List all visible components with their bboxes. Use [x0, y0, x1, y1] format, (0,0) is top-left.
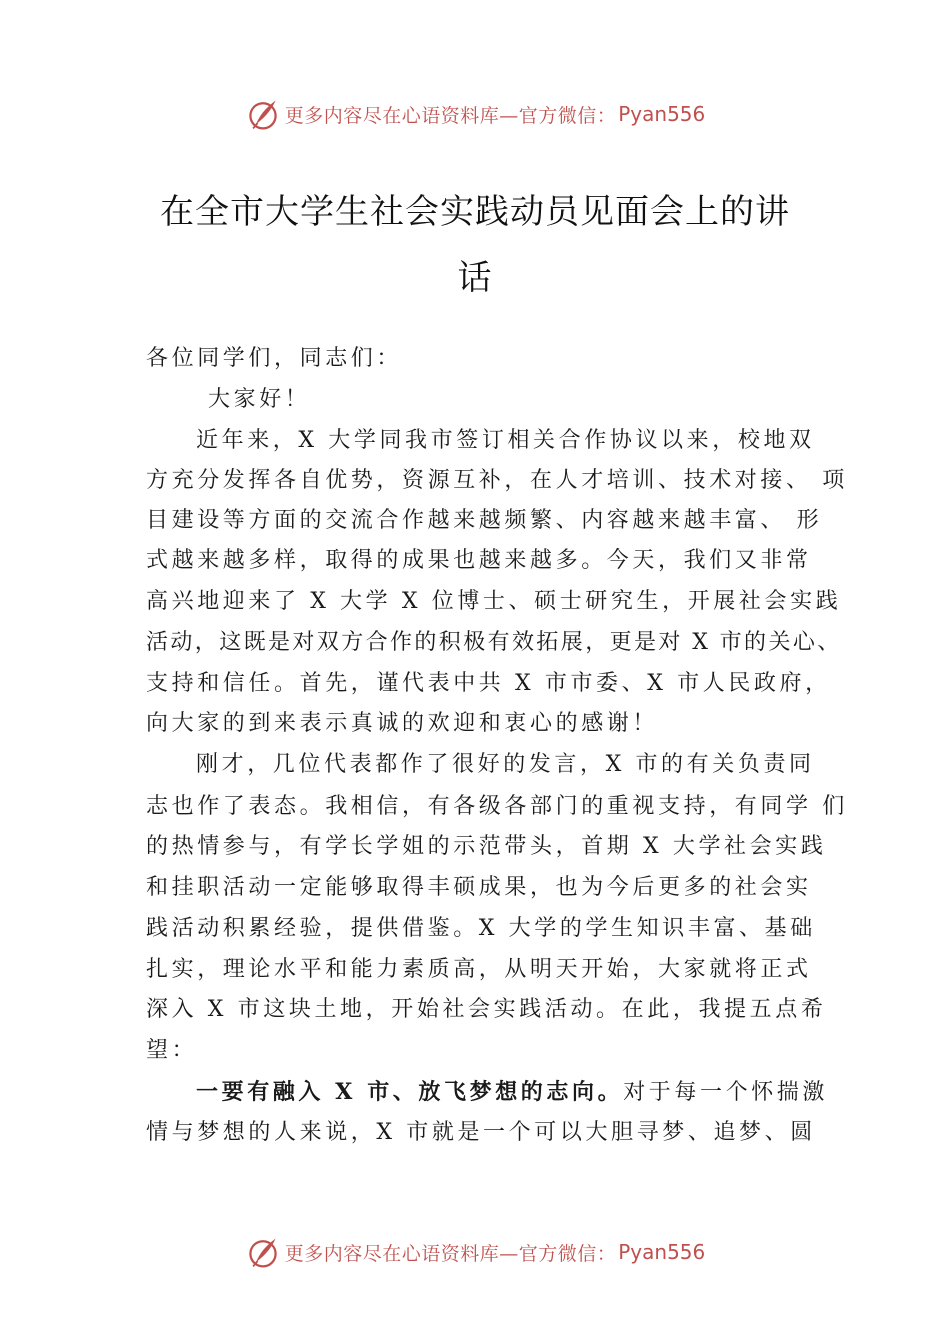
paragraph-2-line: 望： [146, 1038, 198, 1063]
greeting: 大家好！ [208, 387, 311, 412]
point-one-text: 对于每一个怀揣激 [623, 1080, 829, 1105]
quill-logo-icon [245, 96, 281, 132]
paragraph-1-line: 向大家的到来表示真诚的欢迎和衷心的感谢！ [146, 711, 659, 736]
paragraph-3-line: 情与梦想的人来说，X 市就是一个可以大胆寻梦、追梦、圆 [146, 1120, 816, 1145]
paragraph-2-line: 志也作了表态。我相信，有各级各部门的重视支持，有同学 们 [146, 794, 848, 819]
quill-logo-icon [245, 1234, 281, 1270]
paragraph-2-line: 践活动积累经验，提供借鉴。X 大学的学生知识丰富、基础 [146, 916, 816, 941]
paragraph-1-line: 活动，这既是对双方合作的积极有效拓展，更是对 X 市的关心、 [146, 630, 842, 655]
paragraph-1-line: 式越来越多样，取得的成果也越来越多。今天，我们又非常 [146, 548, 812, 573]
document-title-line-1: 在全市大学生社会实践动员见面会上的讲 [160, 192, 790, 232]
paragraph-3-line [196, 1077, 828, 1108]
watermark-handle: Pyan556 [618, 1240, 706, 1264]
watermark-text: 更多内容尽在心语资料库—官方微信： [284, 1242, 617, 1265]
watermark-header [0, 94, 950, 134]
watermark-footer [0, 1232, 950, 1272]
watermark-text: 更多内容尽在心语资料库—官方微信： [284, 104, 617, 127]
paragraph-1-line: 近年来，X 大学同我市签订相关合作协议以来，校地双 [196, 428, 815, 453]
watermark-handle: Pyan556 [618, 102, 706, 126]
paragraph-2-line: 的热情参与，有学长学姐的示范带头，首期 X 大学社会实践 [146, 834, 827, 859]
paragraph-2-line: 和挂职活动一定能够取得丰硕成果，也为今后更多的社会实 [146, 875, 812, 900]
point-one-heading: 一要有融入 X 市、放飞梦想的志向。 [196, 1079, 624, 1105]
paragraph-2-line: 深入 X 市这块土地，开始社会实践活动。在此，我提五点希 [146, 997, 827, 1022]
document-title-line-2: 话 [457, 258, 493, 298]
paragraph-1-line: 支持和信任。首先，谨代表中共 X 市市委、X 市人民政府， [146, 671, 831, 696]
paragraph-1-line: 高兴地迎来了 X 大学 X 位博士、硕士研究生，开展社会实践 [146, 589, 842, 614]
salutation: 各位同学们，同志们： [146, 346, 403, 371]
paragraph-2-line: 扎实，理论水平和能力素质高，从明天开始，大家就将正式 [146, 957, 812, 982]
paragraph-1-line: 目建设等方面的交流合作越来越频繁、内容越来越丰富、 形 [146, 508, 823, 533]
paragraph-2-line: 刚才，几位代表都作了很好的发言，X 市的有关负责同 [196, 752, 815, 777]
paragraph-1-line: 方充分发挥各自优势，资源互补，在人才培训、技术对接、 项 [146, 468, 848, 493]
